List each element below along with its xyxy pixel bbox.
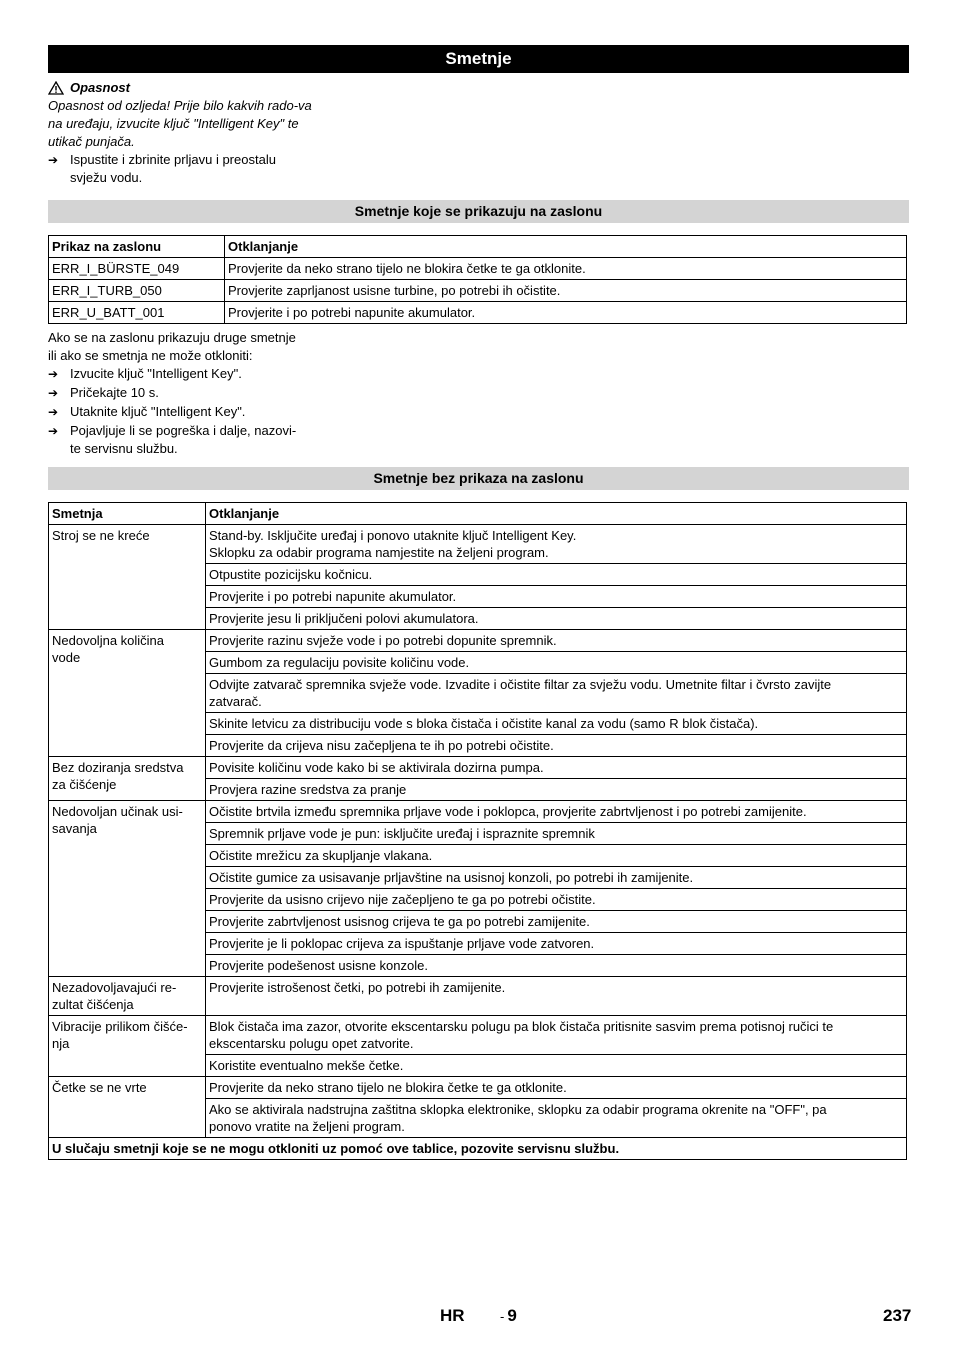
table-row (49, 977, 907, 1016)
remedy: Skinite letvicu za distribuciju vode s bloka čistača i očistite kanal za vodu (samo R blok čistača). (206, 713, 907, 735)
language-code: HR (440, 1306, 465, 1325)
other-errors-text: Ako se na zaslonu prikazuju druge smetnje ili ako se smetnja ne može otkloniti: (48, 330, 296, 363)
table-row (49, 280, 907, 302)
column-header: Smetnja (49, 503, 206, 525)
warning-text: Opasnost od ozljeda! Prije bilo kakvih rado-va na uređaju, izvucite ključ "Intelligent Key" te utikač punjača. (48, 98, 312, 149)
fault-name: Stroj se ne kreće (49, 525, 206, 630)
faults-table (48, 502, 907, 1160)
remedy: Provjera razine sredstva za pranje (206, 779, 907, 801)
page-title: Smetnje (48, 45, 909, 73)
table-row (49, 1016, 907, 1055)
other-errors-block (48, 329, 909, 458)
remedy: Provjerite zaprljanost usisne turbine, po potrebi ih očistite. (225, 280, 907, 302)
remedy: Provjerite istrošenost četki, po potrebi ih zamijenite. (206, 977, 907, 1016)
warning-block (48, 79, 328, 187)
table-header-row (49, 503, 907, 525)
remedy: Blok čistača ima zazor, otvorite ekscentarsku polugu pa blok čistača pritisnite sasvim prema potisnoj ručici te ekscentarsku polugu opet zatvorite. (206, 1016, 907, 1055)
remedy: Očistite gumice za usisavanje prljavštine na usisnoj konzoli, po potrebi ih zamijenite. (206, 867, 907, 889)
remedy: Provjerite razinu svježe vode i po potrebi dopunite spremnik. (206, 630, 907, 652)
remedy: Provjerite jesu li priključeni polovi akumulatora. (206, 608, 907, 630)
remedy: Odvijte zatvarač spremnika svježe vode. Izvadite i očistite filtar za svježu vodu. Umetnite filtar i čvrsto zavijte zatvarač. (206, 674, 907, 713)
fault-name: Vibracije prilikom čišće- nja (49, 1016, 206, 1077)
remedy: Provjerite i po potrebi napunite akumulator. (225, 302, 907, 324)
step-item: ➔ Pričekajte 10 s. (48, 385, 159, 400)
table-row (49, 525, 907, 564)
remedy: Provjerite zabrtvljenost usisnog crijeva te ga po potrebi zamijenite. (206, 911, 907, 933)
step-item: ➔ Utaknite ključ "Intelligent Key". (48, 404, 246, 419)
arrow-right-icon: ➔ (48, 405, 59, 419)
remedy: Provjerite i po potrebi napunite akumulator. (206, 586, 907, 608)
remedy: Očistite mrežicu za skupljanje vlakana. (206, 845, 907, 867)
fault-name: Bez doziranja sredstva za čišćenje (49, 757, 206, 801)
remedy: Provjerite da usisno crijevo nije začepljeno te ga po potrebi očistite. (206, 889, 907, 911)
table-row (49, 757, 907, 779)
step-item: ➔ Pojavljuje li se pogreška i dalje, nazovi- te servisnu službu. (48, 423, 297, 456)
arrow-right-icon: ➔ (48, 424, 59, 438)
error-code: ERR_I_TURB_050 (49, 280, 225, 302)
table-header-row (49, 236, 907, 258)
remedy: Provjerite je li poklopac crijeva za ispuštanje prljave vode zatvoren. (206, 933, 907, 955)
remedy: Provjerite da crijeva nisu začepljena te ih po potrebi očistite. (206, 735, 907, 757)
section-page-number: - 9 (500, 1306, 517, 1325)
table-row (49, 801, 907, 823)
remedy: Provjerite da neko strano tijelo ne blokira četke te ga otklonite. (206, 1077, 907, 1099)
error-code: ERR_I_BÜRSTE_049 (49, 258, 225, 280)
warning-heading (48, 79, 328, 97)
page-number: 237 (883, 1306, 912, 1325)
column-header: Otklanjanje (206, 503, 907, 525)
fault-name: Nezadovoljavajući re- zultat čišćenja (49, 977, 206, 1016)
remedy: Otpustite pozicijsku kočnicu. (206, 564, 907, 586)
remedy: Provjerite podešenost usisne konzole. (206, 955, 907, 977)
warning-step-text: Ispustite i zbrinite prljavu i preostalu svježu vodu. (70, 152, 276, 185)
arrow-right-icon: ➔ (48, 153, 59, 167)
display-errors-table (48, 235, 907, 324)
fault-name: Nedovoljna količina vode (49, 630, 206, 757)
arrow-right-icon: ➔ (48, 367, 59, 381)
column-header: Prikaz na zaslonu (49, 236, 225, 258)
table-row (49, 630, 907, 652)
remedy: Stand-by. Isključite uređaj i ponovo utaknite ključ Intelligent Key. Sklopku za odabir programa namjestite na željeni program. (206, 525, 907, 564)
table-footer-row (49, 1138, 907, 1160)
section-heading-no-display-errors: Smetnje bez prikaza na zaslonu (48, 467, 909, 490)
arrow-right-icon: ➔ (48, 386, 59, 400)
warning-step (48, 151, 328, 187)
table-row (49, 258, 907, 280)
warning-icon (48, 81, 64, 95)
remedy: Očistite brtvila između spremnika prljave vode i poklopca, provjerite zabrtvljenost i po potrebi zamijenite. (206, 801, 907, 823)
fault-name: Nedovoljan učinak usi- savanja (49, 801, 206, 977)
remedy: Gumbom za regulaciju povisite količinu vode. (206, 652, 907, 674)
remedy: Provjerite da neko strano tijelo ne blokira četke te ga otklonite. (225, 258, 907, 280)
table-row (49, 1077, 907, 1099)
fault-name: Četke se ne vrte (49, 1077, 206, 1138)
column-header: Otklanjanje (225, 236, 907, 258)
remedy: Povisite količinu vode kako bi se aktivirala dozirna pumpa. (206, 757, 907, 779)
step-item: ➔ Izvucite ključ "Intelligent Key". (48, 366, 242, 381)
remedy: Ako se aktivirala nadstrujna zaštitna sklopka elektronike, sklopku za odabir programa okrenite na "OFF", pa ponovo vratite na željeni program. (206, 1099, 907, 1138)
remedy: Spremnik prljave vode je pun: isključite uređaj i ispraznite spremnik (206, 823, 907, 845)
service-note: U slučaju smetnji koje se ne mogu otkloniti uz pomoć ove tablice, pozovite servisnu službu. (49, 1138, 907, 1160)
table-row (49, 302, 907, 324)
error-code: ERR_U_BATT_001 (49, 302, 225, 324)
page (48, 45, 909, 1160)
remedy: Koristite eventualno mekše četke. (206, 1055, 907, 1077)
warning-heading-text: Opasnost (70, 80, 130, 95)
section-heading-display-errors: Smetnje koje se prikazuju na zaslonu (48, 200, 909, 223)
